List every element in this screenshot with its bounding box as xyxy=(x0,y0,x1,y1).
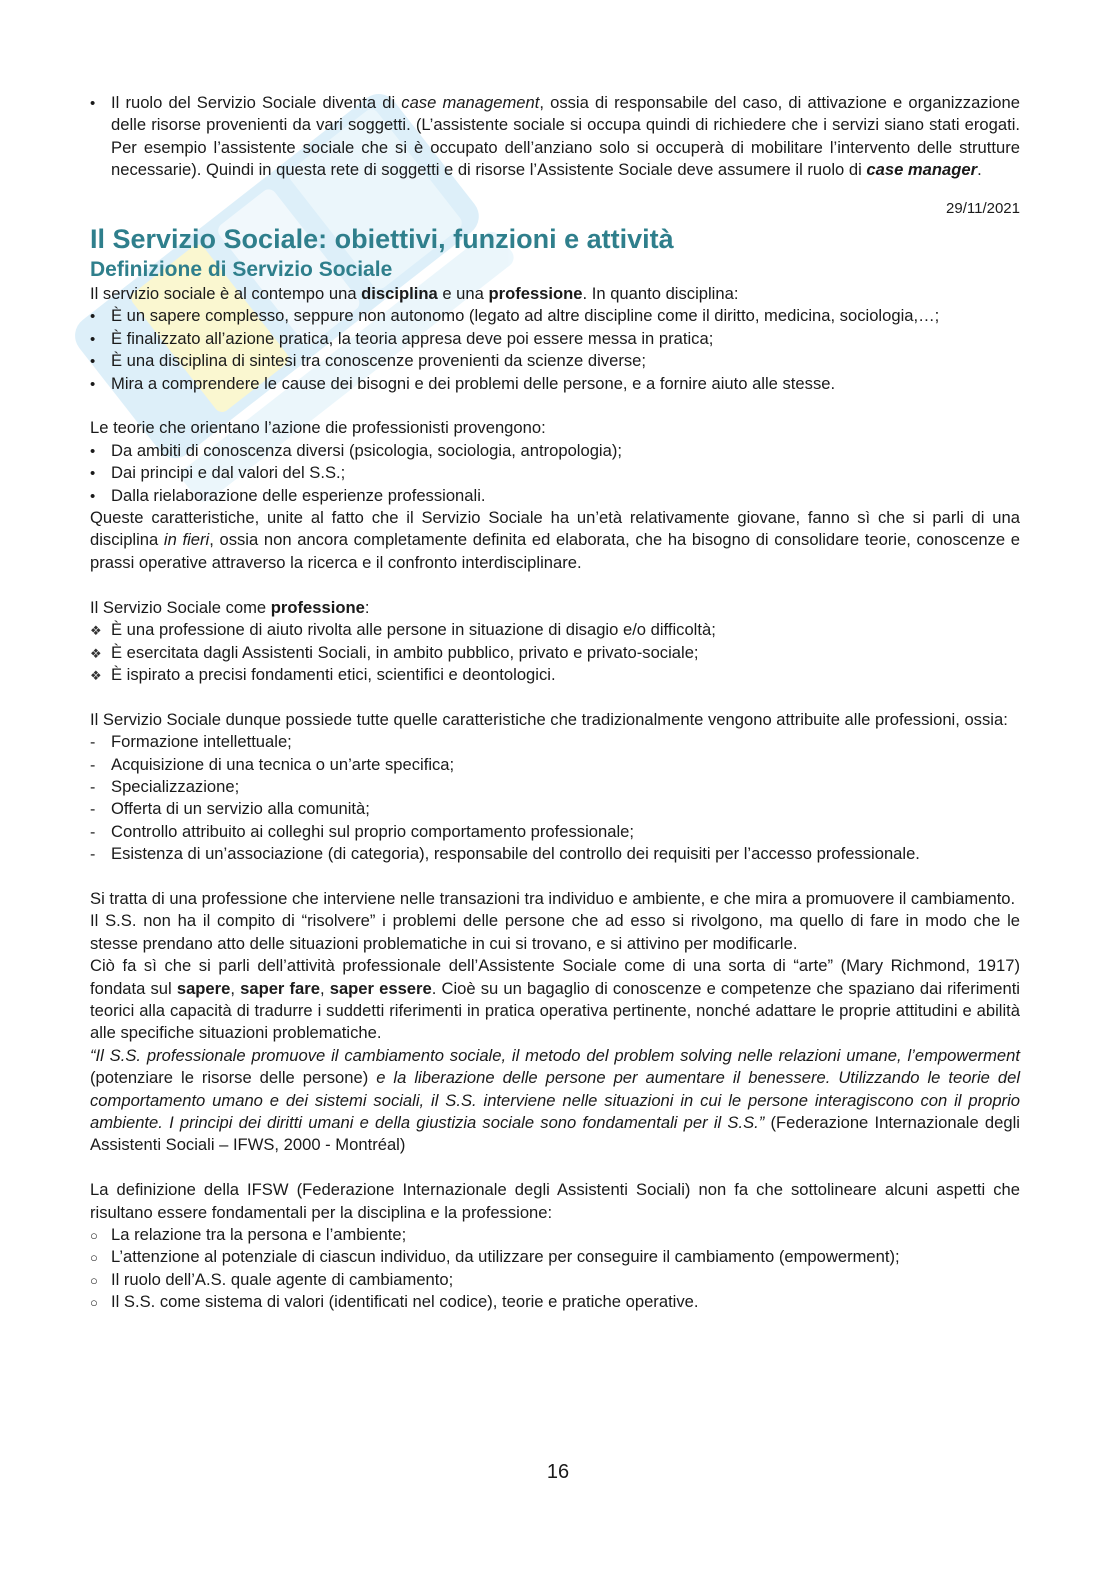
discipline-list xyxy=(90,305,1020,395)
list-item: • Mira a comprendere le cause dei bisogni e dei problemi delle persone, e a fornire aiuto alle stesse. xyxy=(90,373,1020,395)
quote-paragraph: “Il S.S. professionale promuove il cambiamento sociale, il metodo del problem solving nelle relazioni umane, l’empowerment (potenziare le risorse delle persone) e la liberazione delle persone per aumentare il benessere. Utilizzando le teorie del comportamento umano e dei sistemi sociali, il S.S. interviene nelle situazioni in cui le persone interagiscono con il proprio ambiente. I principi dei diritti umani e della giustizia sociale sono fondamentali per il S.S.” (Federazione Internazionale degli Assistenti Sociali – IFWS, 2000 - Montréal) xyxy=(90,1045,1021,1155)
section-subtitle: Definizione di Servizio Sociale xyxy=(90,258,393,282)
list-item: ‐ Acquisizione di una tecnica o un’arte specifica; xyxy=(90,754,1020,776)
features-intro: Il Servizio Sociale dunque possiede tutte quelle caratteristiche che tradizionalmente vengono attribuite alle professioni, ossia: xyxy=(90,709,1008,729)
list-item: ○ La relazione tra la persona e l’ambiente; xyxy=(90,1224,1020,1246)
list-item: ○ L’attenzione al potenziale di ciascun individuo, da utilizzare per conseguire il cambiamento (empowerment); xyxy=(90,1246,1020,1268)
characteristics-paragraph: Queste caratteristiche, unite al fatto che il Servizio Sociale ha un’età relativamente giovane, fanno sì che si parli di una disciplina in fieri, ossia non ancora completamente definita ed elaborata, che ha bisogno di consolidare teorie, conoscenze e prassi operative attraverso la ricerca e il confronto interdisciplinare. xyxy=(90,508,1020,572)
intro-list xyxy=(90,92,1020,182)
ifsw-intro: La definizione della IFSW (Federazione Internazionale degli Assistenti Sociali) non fa che sottolineare alcuni aspetti che risultano essere fondamentali per la disciplina e la professione: xyxy=(90,1180,1020,1222)
list-item: ❖ È una professione di aiuto rivolta alle persone in situazione di disagio e/o difficoltà; xyxy=(90,619,1020,641)
transactions-paragraph: Si tratta di una professione che interviene nelle transazioni tra individuo e ambiente, e che mira a promuovere il cambiamento. xyxy=(90,888,1016,908)
features-list xyxy=(90,731,1020,865)
art-paragraph: Ciò fa sì che si parli dell’attività professionale dell’Assistente Sociale come di una sorta di “arte” (Mary Richmond, 1917) fondata sul sapere, saper fare, saper essere. Cioè su un bagaglio di conoscenze e competenze che spaziano dai riferimenti teorici alla capacità di tradurre i suddetti riferimenti in pratica operativa pertinente, nonché adattare le proprie attitudini e abilità alle specifiche situazioni problematiche. xyxy=(90,956,1020,1043)
list-item: • Da ambiti di conoscenza diversi (psicologia, sociologia, antropologia); xyxy=(90,440,1020,462)
task-paragraph: Il S.S. non ha il compito di “risolvere” i problemi delle persone che ad esso si rivolgono, ma quello di fare in modo che le stesse prendano atto delle situazioni problematiche in cui si trovano, e si attivino per modificarle. xyxy=(90,911,1020,953)
section-title: Il Servizio Sociale: obiettivi, funzioni e attività xyxy=(90,224,674,255)
page-number: 16 xyxy=(546,1461,570,1483)
profession-list xyxy=(90,619,1020,686)
list-item: • È un sapere complesso, seppure non autonomo (legato ad altre discipline come il diritto, medicina, sociologia,…; xyxy=(90,305,1020,327)
list-item: • È finalizzato all’azione pratica, la teoria appresa deve poi essere messa in pratica; xyxy=(90,328,1020,350)
theories-intro: Le teorie che orientano l’azione die professionisti provengono: xyxy=(90,418,546,438)
theories-list xyxy=(90,440,1020,507)
intro-bullet: • Il ruolo del Servizio Sociale diventa di case management, ossia di responsabile del caso, di attivazione e organizzazione delle risorse provenienti da vari soggetti. (L’assistente sociale si occupa quindi di richiedere che i servizi siano stati erogati. Per esempio l’assistente sociale che si è occupato dell’anziano solo si occuperà di mobilitare l’intervento delle strutture necessarie). Quindi in questa rete di soggetti e di risorse l’Assistente Sociale deve assumere il ruolo di case manager. xyxy=(90,92,1020,182)
list-item: • Dai principi e dal valori del S.S.; xyxy=(90,462,1020,484)
list-item: ‐ Specializzazione; xyxy=(90,776,1020,798)
list-item: ‐ Offerta di un servizio alla comunità; xyxy=(90,798,1020,820)
list-item: • Dalla rielaborazione delle esperienze professionali. xyxy=(90,485,1020,507)
list-item: ‐ Esistenza di un’associazione (di categoria), responsabile del controllo dei requisiti per l’accesso professionale. xyxy=(90,843,1020,865)
list-item: ○ Il S.S. come sistema di valori (identificati nel codice), teorie e pratiche operative. xyxy=(90,1291,1020,1313)
list-item: ‐ Controllo attribuito ai colleghi sul proprio comportamento professionale; xyxy=(90,821,1020,843)
list-item: ○ Il ruolo dell’A.S. quale agente di cambiamento; xyxy=(90,1269,1020,1291)
list-item: ‐ Formazione intellettuale; xyxy=(90,731,1020,753)
list-item: • È una disciplina di sintesi tra conoscenze provenienti da scienze diverse; xyxy=(90,350,1020,372)
definition-intro: Il servizio sociale è al contempo una disciplina e una professione. In quanto disciplina: xyxy=(90,284,739,304)
date-label: 29/11/2021 xyxy=(946,199,1020,217)
list-item: ❖ È esercitata dagli Assistenti Sociali, in ambito pubblico, privato e privato-sociale; xyxy=(90,642,1020,664)
profession-intro: Il Servizio Sociale come professione: xyxy=(90,597,370,617)
list-item: ❖ È ispirato a precisi fondamenti etici, scientifici e deontologici. xyxy=(90,664,1020,686)
ifsw-list xyxy=(90,1224,1020,1314)
page-content xyxy=(90,92,1020,1314)
